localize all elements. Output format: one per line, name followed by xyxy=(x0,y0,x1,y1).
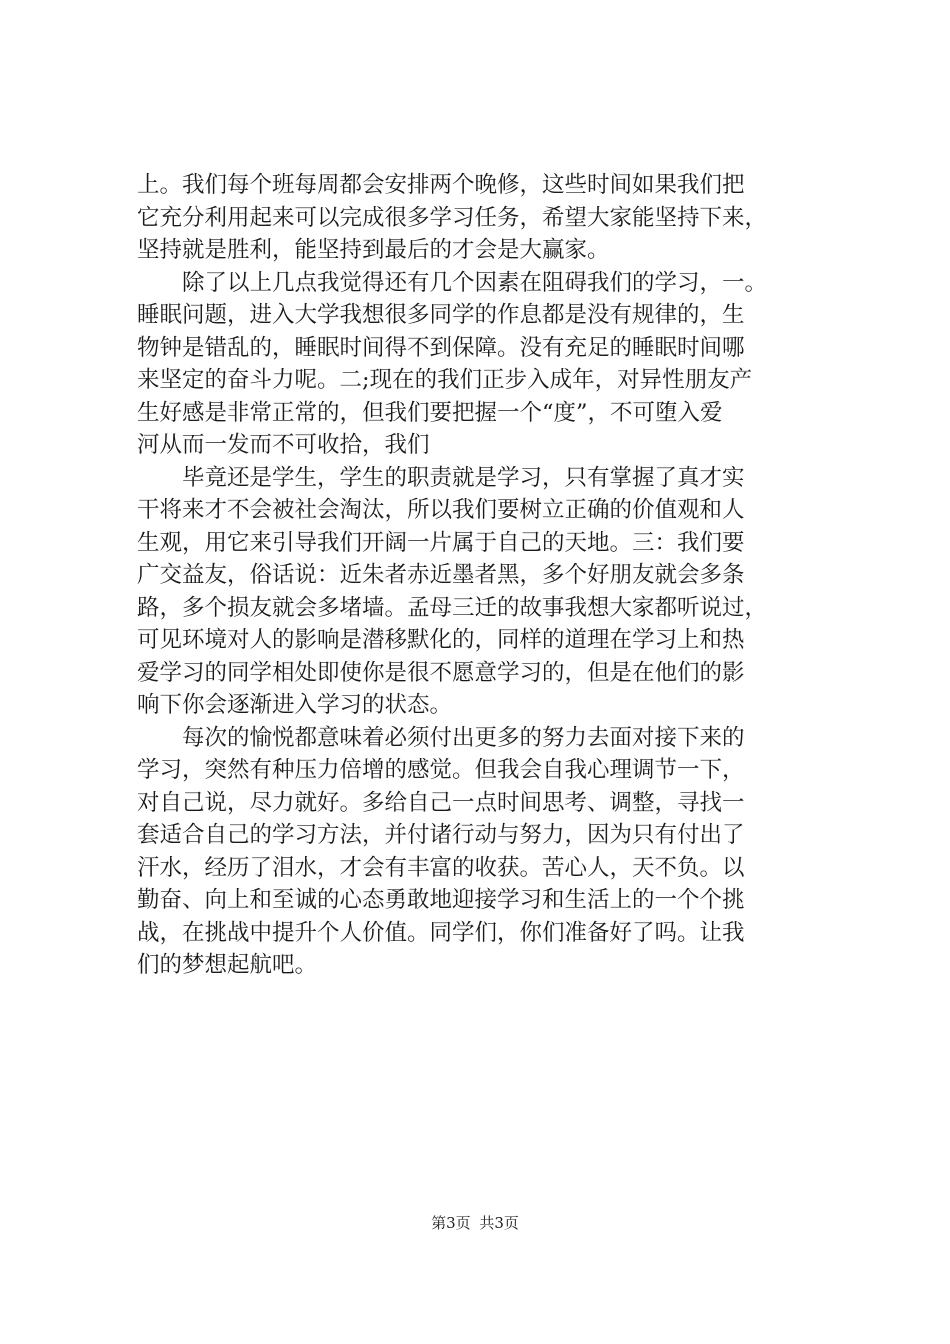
text-line: 响下你会逐渐进入学习的状态。 xyxy=(137,692,453,718)
text-line: 对自己说，尽力就好。多给自己一点时间思考、调整，寻找一 xyxy=(137,789,745,816)
text-line: 生好感是非常正常的，但我们要把握一个“度”，不可堕入爱 xyxy=(137,399,723,426)
document-body xyxy=(137,169,837,982)
text-line: 每次的愉悦都意味着必须付出更多的努力去面对接下来的 xyxy=(137,724,745,751)
text-line: 它充分利用起来可以完成很多学习任务，希望大家能坚持下来， xyxy=(137,204,768,231)
text-line: 干将来才不会被社会淘汰，所以我们要树立正确的价值观和人 xyxy=(137,497,745,523)
text-line: 战，在挑战中提升个人价值。同学们，你们准备好了吗。让我 xyxy=(137,919,745,946)
text-line: 爱学习的同学相处即使你是很不愿意学习的，但是在他们的影 xyxy=(137,659,745,686)
text-line: 勤奋、向上和至诚的心态勇敢地迎接学习和生活上的一个个挑 xyxy=(137,887,745,913)
text-line: 广交益友，俗话说：近朱者赤近墨者黑，多个好朋友就会多条 xyxy=(137,562,745,588)
text-line: 汗水，经历了泪水，才会有丰富的收获。苦心人，天不负。以 xyxy=(137,854,745,881)
text-line: 除了以上几点我觉得还有几个因素在阻碍我们的学习，一。 xyxy=(137,269,768,296)
text-line: 可见环境对人的影响是潜移默化的，同样的道理在学习上和热 xyxy=(137,627,745,653)
text-line: 睡眠问题，进入大学我想很多同学的作息都是没有规律的，生 xyxy=(137,302,745,328)
page-footer xyxy=(0,1212,950,1233)
text-line: 上。我们每个班每周都会安排两个晚修，这些时间如果我们把 xyxy=(137,172,745,198)
text-line: 来坚定的奋斗力呢。二;现在的我们正步入成年，对异性朋友产 xyxy=(137,367,753,393)
text-line: 套适合自己的学习方法，并付诸行动与努力，因为只有付出了 xyxy=(137,822,745,848)
text-line: 学习，突然有种压力倍增的感觉。但我会自我心理调节一下， xyxy=(137,757,745,783)
text-line: 坚持就是胜利，能坚持到最后的才会是大赢家。 xyxy=(137,237,610,263)
text-line: 河从而一发而不可收拾，我们 xyxy=(137,432,430,458)
text-line: 生观，用它来引导我们开阔一片属于自己的天地。三：我们要 xyxy=(137,529,745,556)
text-line: 毕竟还是学生，学生的职责就是学习，只有掌握了真才实 xyxy=(137,464,745,491)
page-total: 共3页 xyxy=(479,1214,519,1232)
text-line: 路，多个损友就会多堵墙。孟母三迁的故事我想大家都听说过， xyxy=(137,594,768,621)
page-number: 第3页 xyxy=(431,1214,471,1232)
text-line: 物钟是错乱的，睡眠时间得不到保障。没有充足的睡眠时间哪 xyxy=(137,334,745,361)
text-line: 们的梦想起航吧。 xyxy=(137,952,318,978)
